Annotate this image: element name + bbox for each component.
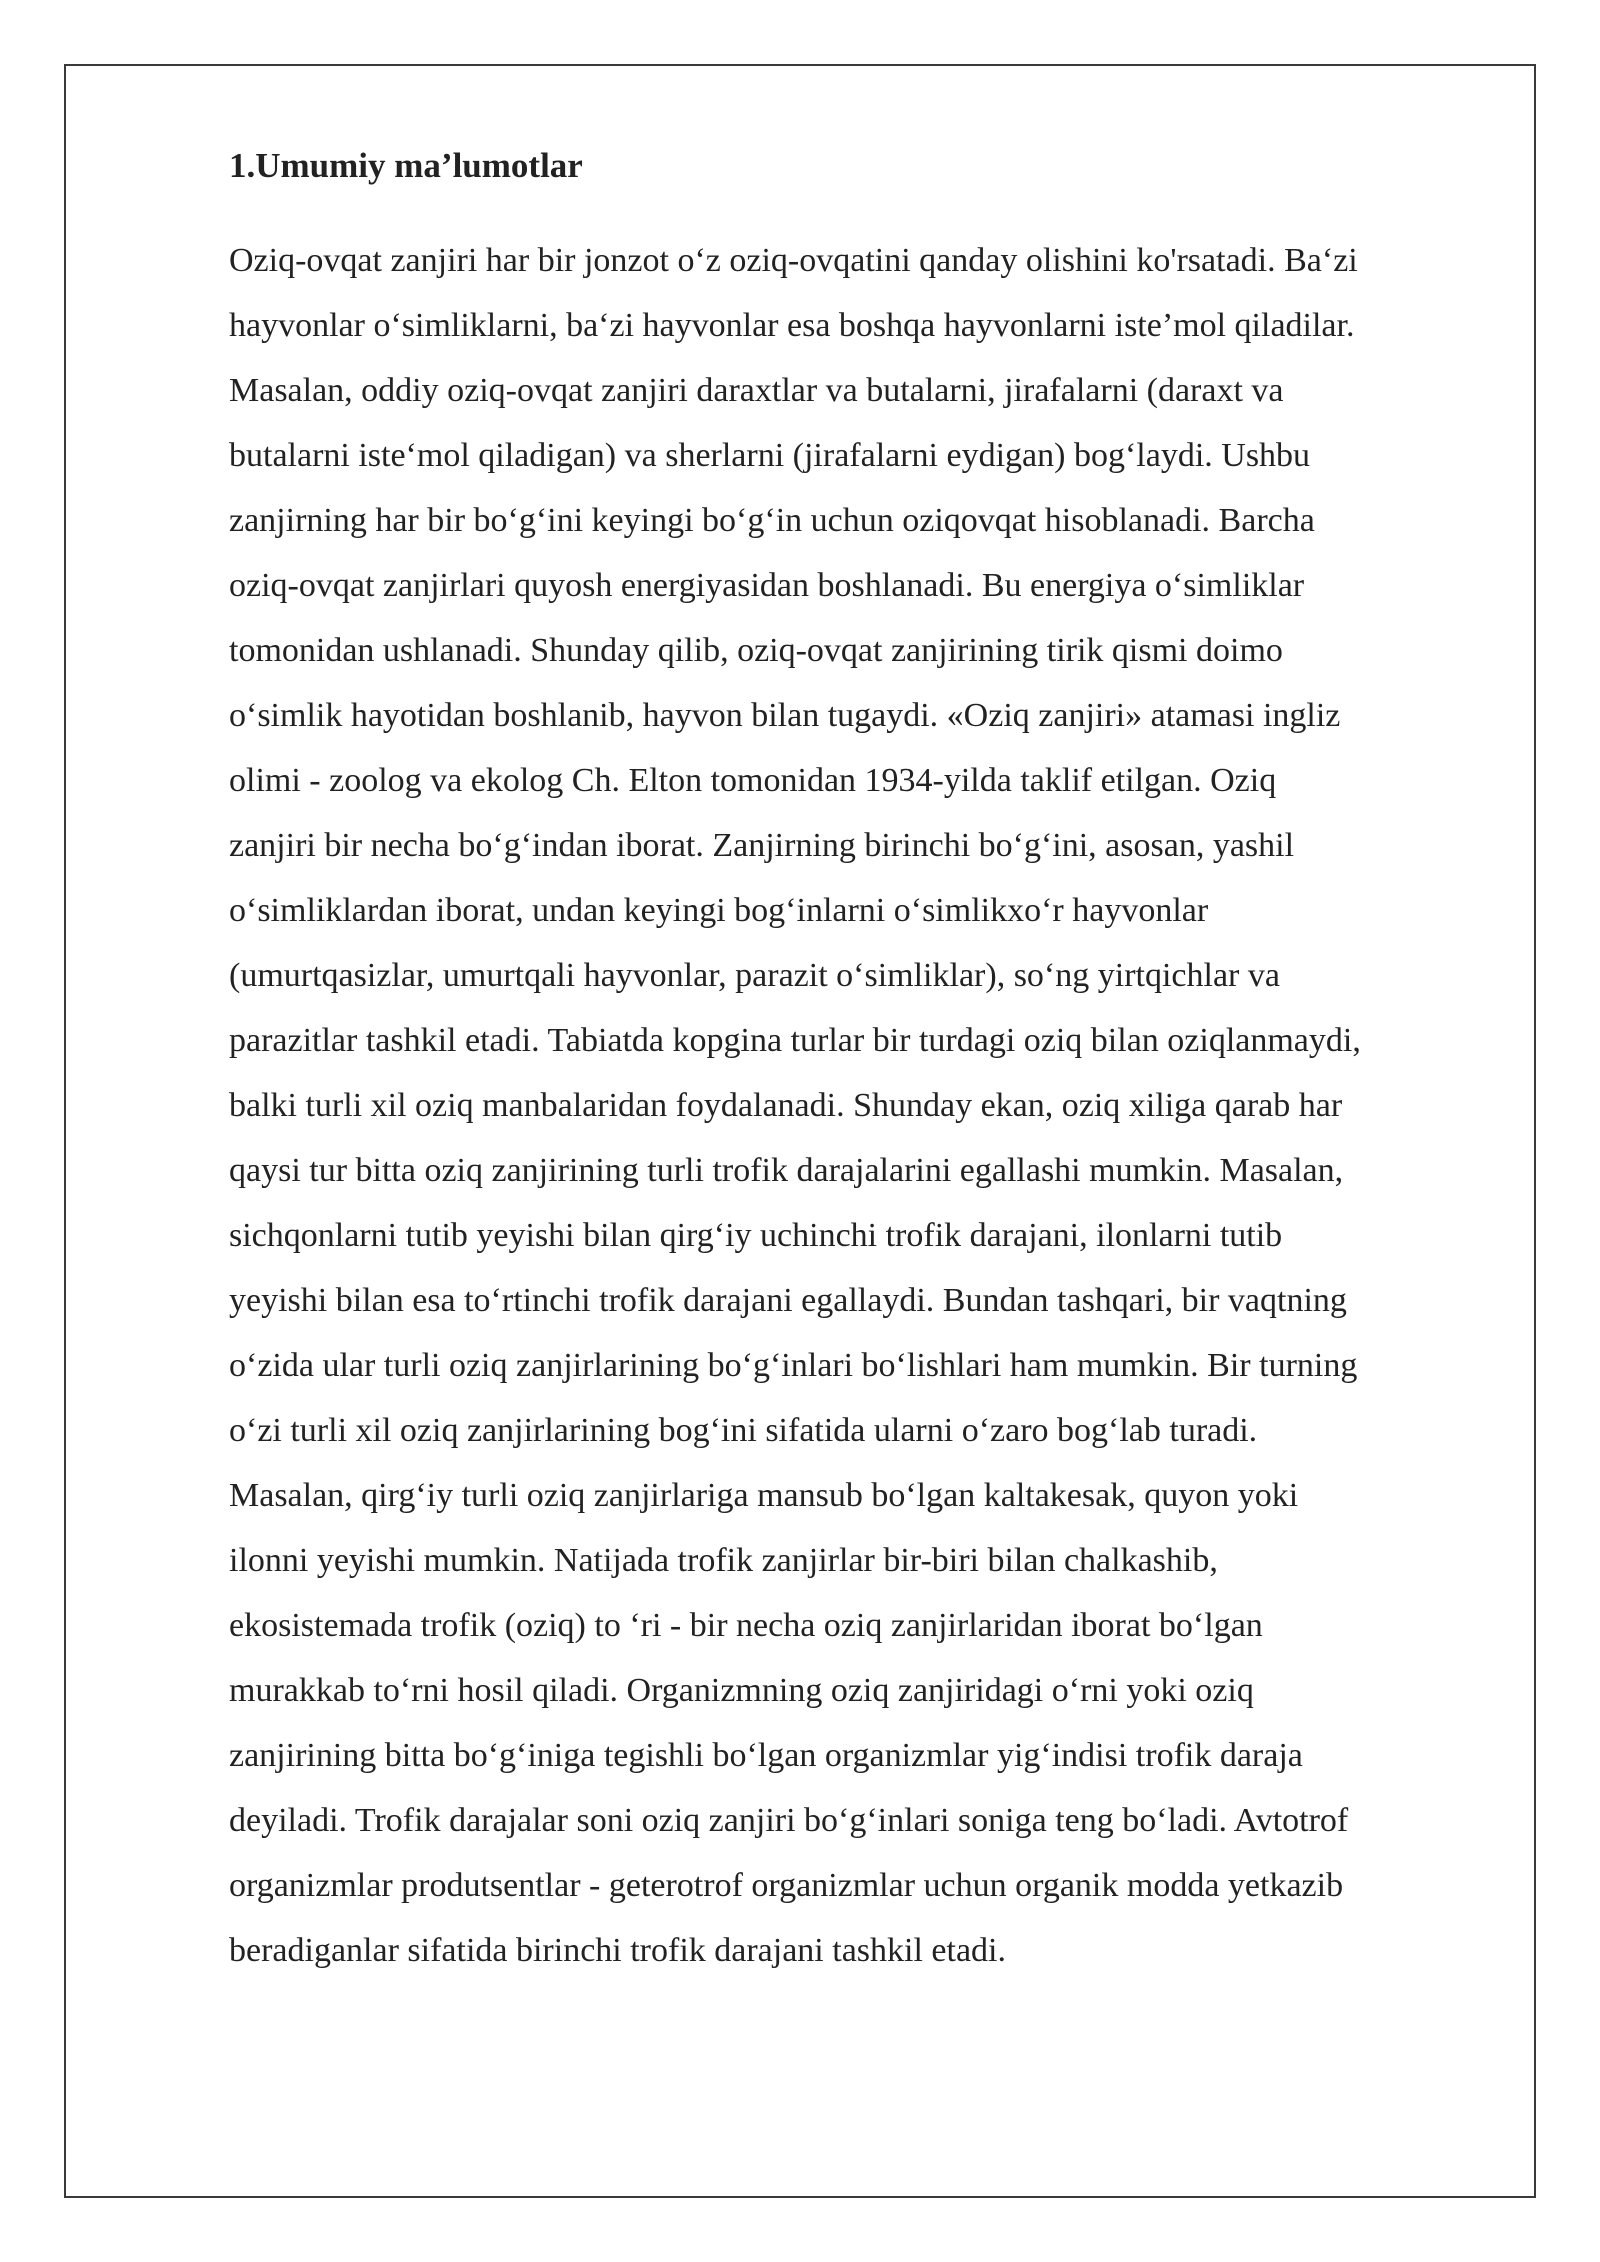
paragraph-line: murakkab to‘rni hosil qiladi. Organizmning oziq zanjiridagi o‘rni yoki oziq xyxy=(229,1672,1254,1709)
paragraph-line: hayvonlar o‘simliklarni, ba‘zi hayvonlar esa boshqa hayvonlarni iste’mol qiladilar. xyxy=(229,307,1355,344)
paragraph-line: ekosistemada trofik (oziq) to ‘ri - bir necha oziq zanjirlaridan iborat bo‘lgan xyxy=(229,1607,1263,1644)
paragraph-line: zanjirning har bir bo‘g‘ini keyingi bo‘g‘in uchun oziqovqat hisoblanadi. Barcha xyxy=(229,502,1315,539)
paragraph-line: deyiladi. Trofik darajalar soni oziq zanjiri bo‘g‘inlari soniga teng bo‘ladi. Avtotrof xyxy=(229,1802,1349,1839)
paragraph-line: Oziq-ovqat zanjiri har bir jonzot o‘z oziq-ovqatini qanday olishini ko'rsatadi. Ba‘zi xyxy=(229,242,1358,279)
paragraph-line: ilonni yeyishi mumkin. Natijada trofik zanjirlar bir-biri bilan chalkashib, xyxy=(229,1542,1218,1579)
paragraph-line: o‘simlik hayotidan boshlanib, hayvon bilan tugaydi. «Oziq zanjiri» atamasi ingliz xyxy=(229,697,1341,734)
paragraph-line: sichqonlarni tutib yeyishi bilan qirg‘iy uchinchi trofik darajani, ilonlarni tutib xyxy=(229,1217,1283,1254)
paragraph-line: o‘zi turli xil oziq zanjirlarining bog‘ini sifatida ularni o‘zaro bog‘lab turadi. xyxy=(229,1412,1258,1449)
paragraph-line: organizmlar produtsentlar - geterotrof organizmlar uchun organik modda yetkazib xyxy=(229,1867,1344,1904)
paragraph-line: butalarni iste‘mol qiladigan) va sherlarni (jirafalarni eydigan) bog‘laydi. Ushbu xyxy=(229,437,1311,474)
paragraph-line: oziq-ovqat zanjirlari quyosh energiyasidan boshlanadi. Bu energiya o‘simliklar xyxy=(229,567,1305,604)
section-heading: 1.Umumiy ma’lumotlar xyxy=(229,146,583,185)
paragraph-line: o‘simliklardan iborat, undan keyingi bog‘inlarni o‘simlikxo‘r hayvonlar xyxy=(229,892,1209,929)
paragraph-line: beradiganlar sifatida birinchi trofik darajani tashkil etadi. xyxy=(229,1932,1006,1969)
body-paragraph xyxy=(229,228,1497,1983)
paragraph-line: (umurtqasizlar, umurtqali hayvonlar, parazit o‘simliklar), so‘ng yirtqichlar va xyxy=(229,957,1280,994)
paragraph-line: Masalan, qirg‘iy turli oziq zanjirlariga mansub bo‘lgan kaltakesak, quyon yoki xyxy=(229,1477,1299,1514)
paragraph-line: qaysi tur bitta oziq zanjirining turli trofik darajalarini egallashi mumkin. Masalan, xyxy=(229,1152,1344,1189)
paragraph-line: balki turli xil oziq manbalaridan foydalanadi. Shunday ekan, oziq xiliga qarab har xyxy=(229,1087,1343,1124)
paragraph-line: olimi - zoolog va ekolog Ch. Elton tomonidan 1934-yilda taklif etilgan. Oziq xyxy=(229,762,1277,799)
document-content xyxy=(229,146,1497,1983)
paragraph-line: o‘zida ular turli oziq zanjirlarining bo‘g‘inlari bo‘lishlari ham mumkin. Bir turning xyxy=(229,1347,1358,1384)
paragraph-line: zanjirining bitta bo‘g‘iniga tegishli bo‘lgan organizmlar yig‘indisi trofik daraja xyxy=(229,1737,1303,1774)
paragraph-line: zanjiri bir necha bo‘g‘indan iborat. Zanjirning birinchi bo‘g‘ini, asosan, yashil xyxy=(229,827,1295,864)
paragraph-line: parazitlar tashkil etadi. Tabiatda kopgina turlar bir turdagi oziq bilan oziqlanmaydi, xyxy=(229,1022,1361,1059)
paragraph-line: tomonidan ushlanadi. Shunday qilib, oziq-ovqat zanjirining tirik qismi doimo xyxy=(229,632,1283,669)
paragraph-line: yeyishi bilan esa to‘rtinchi trofik darajani egallaydi. Bundan tashqari, bir vaqtning xyxy=(229,1282,1347,1319)
paragraph-line: Masalan, oddiy oziq-ovqat zanjiri daraxtlar va butalarni, jirafalarni (daraxt va xyxy=(229,372,1284,409)
